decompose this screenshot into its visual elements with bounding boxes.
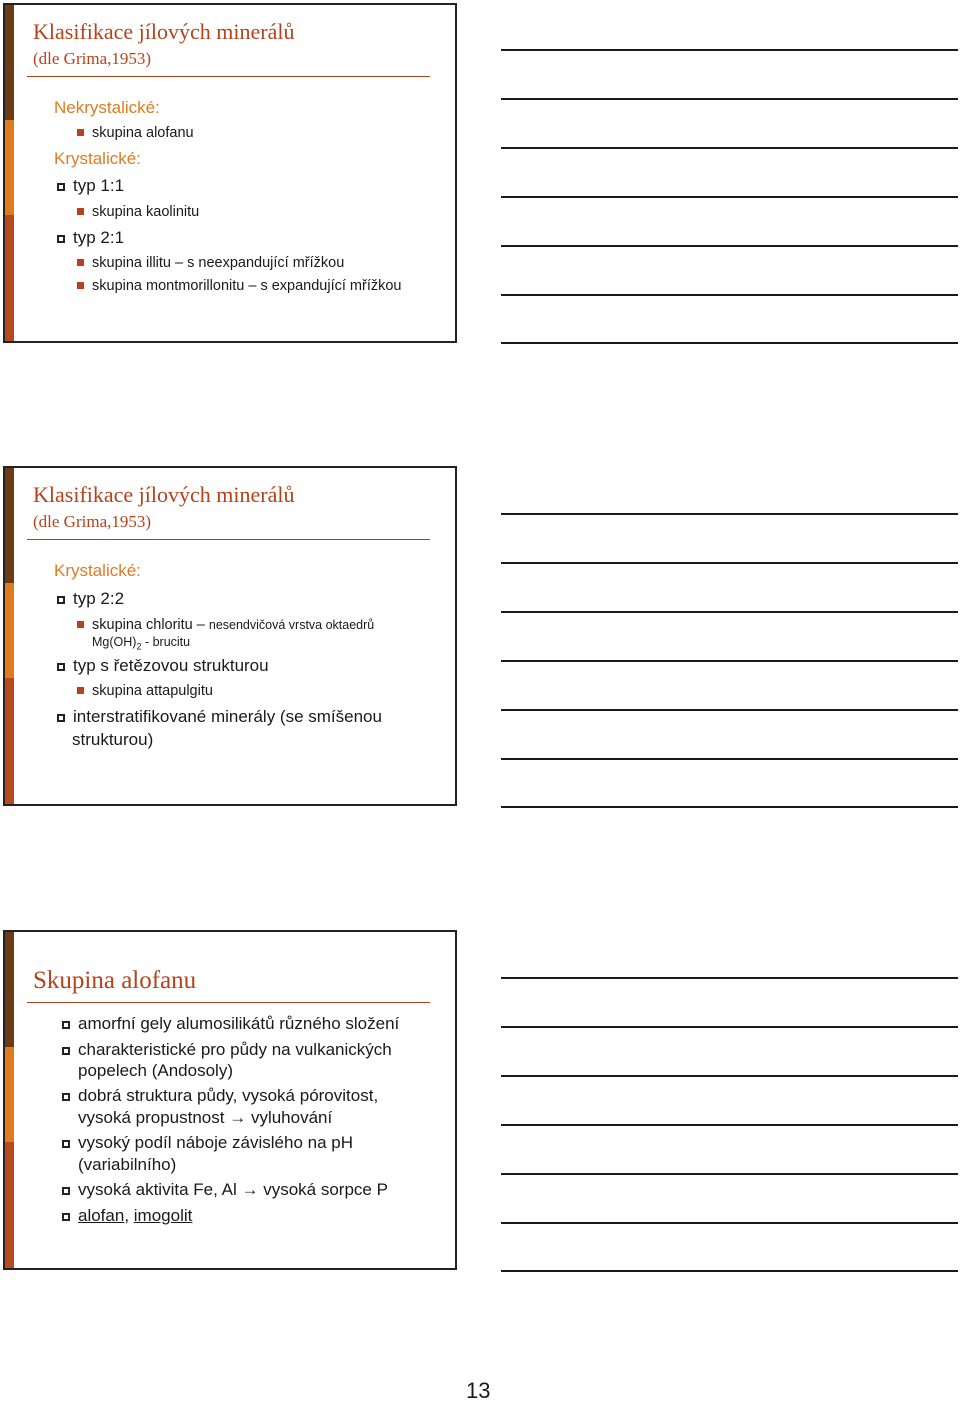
square-bullet-icon: [77, 129, 84, 136]
list-item-continuation: vysoká propustnost → vyluhování: [78, 1108, 333, 1127]
title-divider: [27, 539, 430, 540]
slide-3: [3, 930, 457, 1270]
list-item: skupina illitu – s neexpandující mřížkou: [77, 253, 344, 273]
square-bullet-icon: [77, 687, 84, 694]
hollow-square-bullet-icon: [57, 183, 65, 191]
list-item: typ 2:1: [57, 228, 124, 248]
square-bullet-icon: [77, 259, 84, 266]
arrow-right-icon: →: [241, 1180, 259, 1199]
hollow-square-bullet-icon: [62, 1140, 70, 1148]
hollow-square-bullet-icon: [62, 1213, 70, 1221]
slide-1: [3, 3, 457, 343]
slide-subtitle: (dle Grima,1953): [33, 512, 152, 531]
list-item: skupina montmorillonitu – s expandující mřížkou: [77, 276, 401, 296]
hollow-square-bullet-icon: [62, 1093, 70, 1101]
list-item: typ 1:1: [57, 176, 124, 196]
list-item: skupina alofanu: [77, 123, 194, 143]
slide-title: Klasifikace jílových minerálů: [33, 482, 295, 507]
slide-accent-band: [5, 932, 14, 1268]
hollow-square-bullet-icon: [62, 1047, 70, 1055]
list-item: vysoký podíl náboje závislého na pH: [62, 1133, 353, 1153]
list-item: interstratifikované minerály (se smíšenou: [57, 707, 382, 727]
title-divider: [27, 76, 430, 77]
list-item: charakteristické pro půdy na vulkanických: [62, 1040, 392, 1060]
hollow-square-bullet-icon: [62, 1021, 70, 1029]
list-item: skupina kaolinitu: [77, 202, 199, 222]
section-heading: Nekrystalické:: [54, 98, 160, 117]
hollow-square-bullet-icon: [57, 714, 65, 722]
list-item: skupina attapulgitu: [77, 681, 213, 701]
square-bullet-icon: [77, 208, 84, 215]
slide-accent-band: [5, 468, 14, 804]
page-number: 13: [466, 1378, 491, 1403]
list-item: dobrá struktura půdy, vysoká pórovitost,: [62, 1086, 378, 1106]
list-item-continuation: strukturou): [72, 730, 154, 749]
slide-2: [3, 466, 457, 806]
list-item: typ 2:2: [57, 589, 124, 609]
hollow-square-bullet-icon: [57, 596, 65, 604]
imogolit-link[interactable]: imogolit: [133, 1206, 193, 1225]
alofan-link[interactable]: alofan: [78, 1206, 125, 1225]
arrow-right-icon: →: [229, 1108, 247, 1127]
list-item: amorfní gely alumosilikátů různého složení: [62, 1014, 399, 1034]
square-bullet-icon: [77, 621, 84, 628]
list-item: typ s řetězovou strukturou: [57, 656, 269, 676]
slide-title: Klasifikace jílových minerálů: [33, 19, 295, 44]
list-item: vysoká aktivita Fe, Al → vysoká sorpce P: [62, 1180, 388, 1200]
hollow-square-bullet-icon: [57, 235, 65, 243]
hollow-square-bullet-icon: [57, 663, 65, 671]
section-heading: Krystalické:: [54, 561, 141, 580]
list-item: skupina chloritu – nesendvičová vrstva oktaedrů: [77, 615, 374, 635]
list-item-continuation: (variabilního): [78, 1155, 177, 1174]
section-heading: Krystalické:: [54, 149, 141, 168]
list-item: alofan, imogolit: [62, 1206, 192, 1226]
title-divider: [27, 1002, 430, 1003]
slide-subtitle: (dle Grima,1953): [33, 49, 152, 68]
hollow-square-bullet-icon: [62, 1187, 70, 1195]
square-bullet-icon: [77, 282, 84, 289]
slide-title: Skupina alofanu: [33, 967, 197, 994]
slide-accent-band: [5, 5, 14, 341]
list-item-continuation: popelech (Andosoly): [78, 1061, 233, 1080]
list-item-continuation: $Mg(OH)_2$ - brucitu: [92, 635, 191, 652]
